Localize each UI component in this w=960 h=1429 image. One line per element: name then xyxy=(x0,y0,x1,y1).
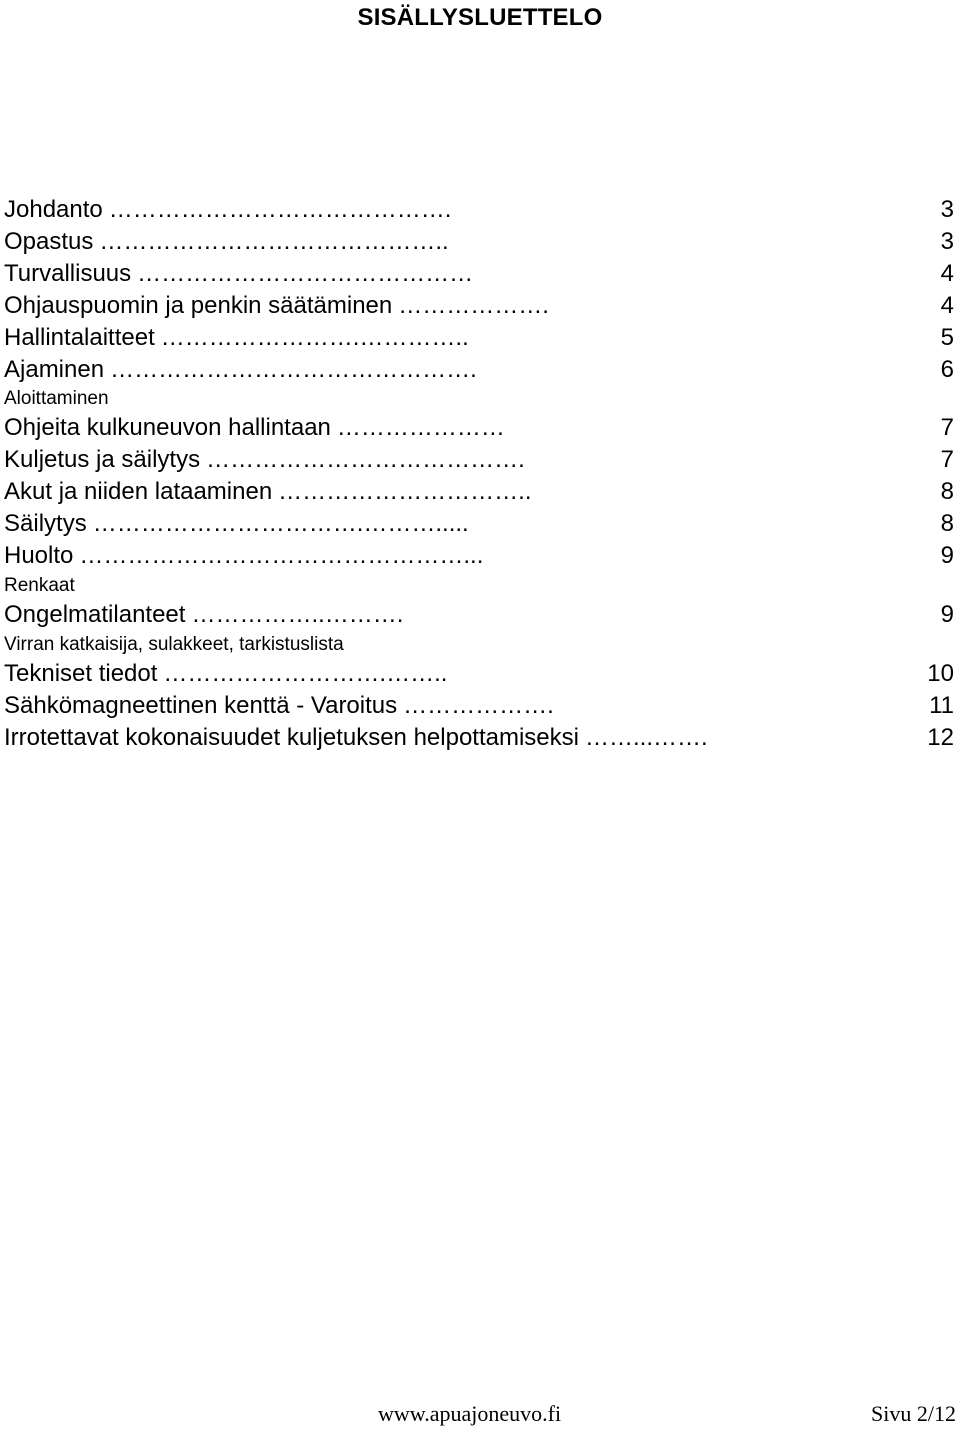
toc-dot-leader: …………………….………….. xyxy=(160,323,469,351)
table-of-contents xyxy=(4,194,954,754)
toc-entry xyxy=(4,690,954,722)
toc-dot-leader: ……………………………………. xyxy=(108,196,452,223)
toc-entry-label: Säilytys xyxy=(4,510,87,538)
toc-dot-leader: ………………… xyxy=(336,414,505,442)
toc-entry-label: Opastus xyxy=(4,227,94,255)
toc-dot-leader: ………………………………………. xyxy=(110,355,477,383)
toc-page-number: 5 xyxy=(940,323,954,351)
toc-subheading xyxy=(4,572,954,599)
toc-entry xyxy=(4,444,954,476)
toc-entry xyxy=(4,540,954,572)
toc-entry xyxy=(4,226,954,258)
toc-page-number: 8 xyxy=(940,478,954,506)
toc-subheading xyxy=(4,385,954,412)
toc-dot-leader: ……...……. xyxy=(584,723,708,751)
toc-entry-label: Huolto xyxy=(4,542,74,570)
toc-entry xyxy=(4,722,954,754)
toc-entry xyxy=(4,258,954,290)
toc-page-number: 3 xyxy=(940,227,954,255)
toc-entry xyxy=(4,194,954,226)
toc-page-number: 10 xyxy=(927,659,954,687)
toc-entry-label: Johdanto xyxy=(4,196,103,223)
toc-page-number: 12 xyxy=(927,723,954,751)
toc-dot-leader: …………………………………….. xyxy=(99,227,449,255)
toc-entry-label: Turvallisuus xyxy=(4,259,132,287)
toc-dot-leader: …………………………………………... xyxy=(79,542,484,570)
footer-website: www.apuajoneuvo.fi xyxy=(378,1401,562,1426)
toc-page-number: 6 xyxy=(940,355,954,383)
toc-entry-label: Ajaminen xyxy=(4,355,105,383)
toc-subheading-label: Renkaat xyxy=(4,574,75,596)
footer-page-number: Sivu 2/12 xyxy=(871,1401,956,1426)
toc-dot-leader: ………………. xyxy=(403,691,554,719)
toc-dot-leader: …………………………….………..... xyxy=(92,510,469,538)
toc-dot-leader: …………………………………. xyxy=(206,446,525,474)
toc-subheading-label: Aloittaminen xyxy=(4,388,109,410)
toc-entry-label: Ongelmatilanteet xyxy=(4,600,186,628)
toc-page-number: 4 xyxy=(940,291,954,319)
toc-dot-leader: ……………………….…….. xyxy=(163,659,448,687)
toc-entry xyxy=(4,476,954,508)
toc-dot-leader: ………………………….. xyxy=(278,478,532,506)
toc-entry xyxy=(4,412,954,444)
toc-entry-label: Tekniset tiedot xyxy=(4,659,158,687)
toc-entry-label: Ohjeita kulkuneuvon hallintaan xyxy=(4,414,331,442)
toc-page-number: 8 xyxy=(940,510,954,538)
toc-entry xyxy=(4,658,954,690)
toc-entry xyxy=(4,322,954,354)
toc-entry xyxy=(4,599,954,631)
toc-dot-leader: ………………. xyxy=(398,291,549,319)
toc-entry-label: Hallintalaitteet xyxy=(4,323,155,351)
toc-subheading-label: Virran katkaisija, sulakkeet, tarkistuslista xyxy=(4,633,344,655)
toc-page-number: 11 xyxy=(929,691,954,719)
toc-page-number: 9 xyxy=(940,542,954,570)
toc-page-number: 7 xyxy=(940,446,954,474)
toc-entry-label: Ohjauspuomin ja penkin säätäminen xyxy=(4,291,393,319)
toc-entry xyxy=(4,508,954,540)
toc-entry-label: Sähkömagneettinen kenttä - Varoitus xyxy=(4,691,398,719)
toc-dot-leader: …………………………………… xyxy=(137,259,474,287)
toc-entry-label: Irrotettavat kokonaisuudet kuljetuksen helpottamiseksi xyxy=(4,723,579,751)
toc-dot-leader: ……………..………. xyxy=(191,600,404,628)
toc-page-number: 7 xyxy=(940,414,954,442)
toc-page-number: 4 xyxy=(940,259,954,287)
toc-page-number: 3 xyxy=(940,196,954,223)
toc-entry-label: Kuljetus ja säilytys xyxy=(4,446,201,474)
page-title: SISÄLLYSLUETTELO xyxy=(357,4,603,31)
toc-page-number: 9 xyxy=(940,600,954,628)
toc-entry xyxy=(4,290,954,322)
toc-subheading xyxy=(4,631,954,658)
toc-entry-label: Akut ja niiden lataaminen xyxy=(4,478,273,506)
toc-entry xyxy=(4,354,954,386)
